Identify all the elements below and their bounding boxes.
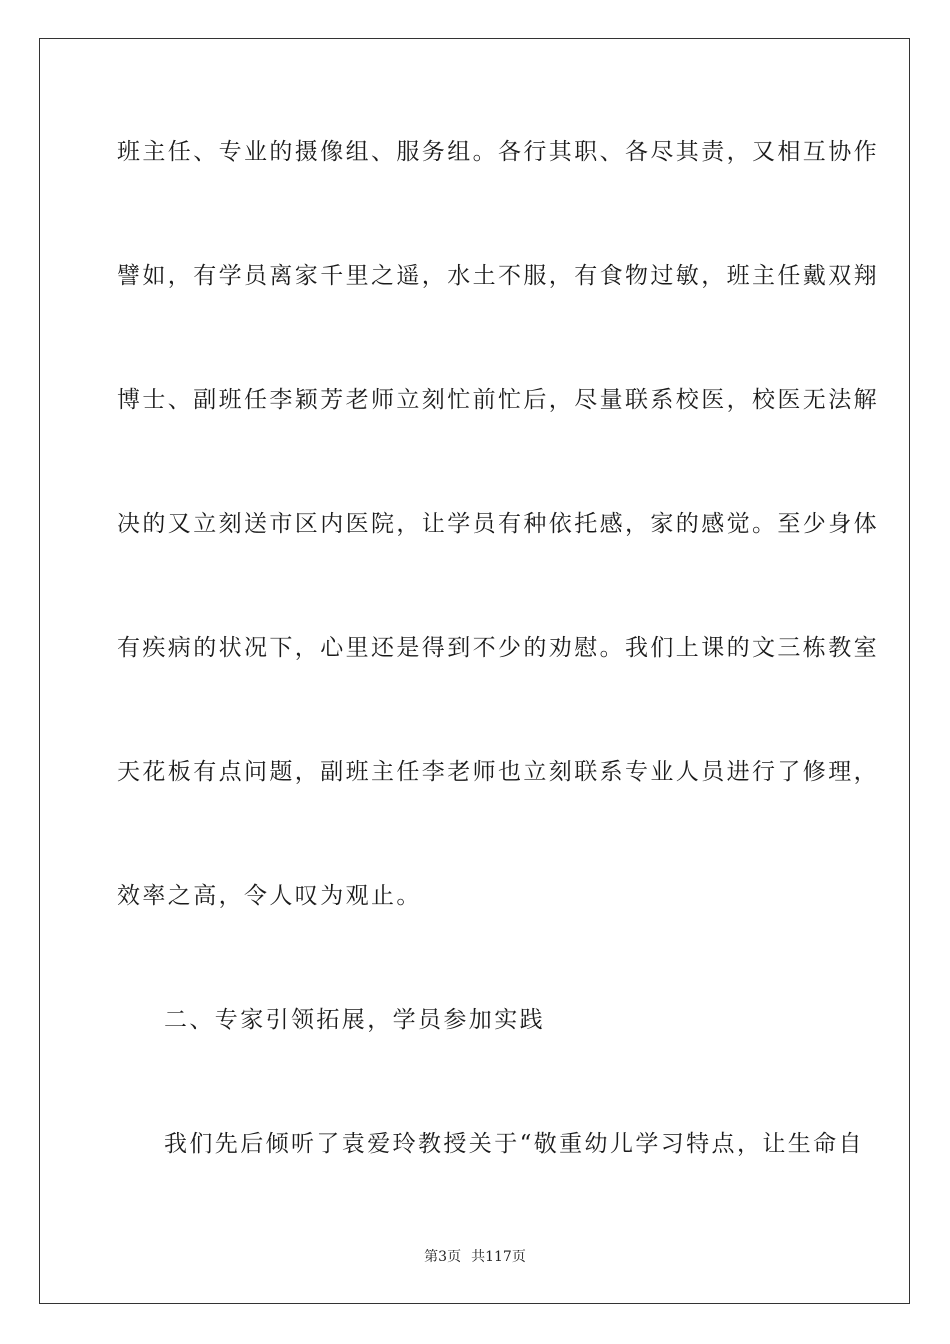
- text-line: 班主任、专业的摄像组、服务组。各行其职、各尽其责，又相互协作: [117, 139, 879, 165]
- page-border: [39, 38, 910, 1304]
- text-line: 天花板有点问题，副班主任李老师也立刻联系专业人员进行了修理，: [117, 759, 879, 785]
- page-footer: [0, 1248, 950, 1266]
- text-line: 决的又立刻送市区内医院，让学员有种依托感，家的感觉。至少身体: [117, 511, 879, 537]
- text-line: 譬如，有学员离家千里之遥，水土不服，有食物过敏，班主任戴双翔: [117, 263, 879, 289]
- page-total: 共117页: [471, 1249, 526, 1265]
- page-number: 第3页: [424, 1249, 462, 1265]
- text-line: 有疾病的状况下，心里还是得到不少的劝慰。我们上课的文三栋教室: [117, 635, 879, 661]
- text-line: 效率之高，令人叹为观止。: [117, 883, 422, 909]
- paragraph-first-line: 我们先后倾听了袁爱玲教授关于“敬重幼儿学习特点，让生命自: [164, 1131, 864, 1157]
- text-line: 博士、副班任李颖芳老师立刻忙前忙后，尽量联系校医，校医无法解: [117, 387, 879, 413]
- section-heading: 二、专家引领拓展，学员参加实践: [164, 1007, 545, 1033]
